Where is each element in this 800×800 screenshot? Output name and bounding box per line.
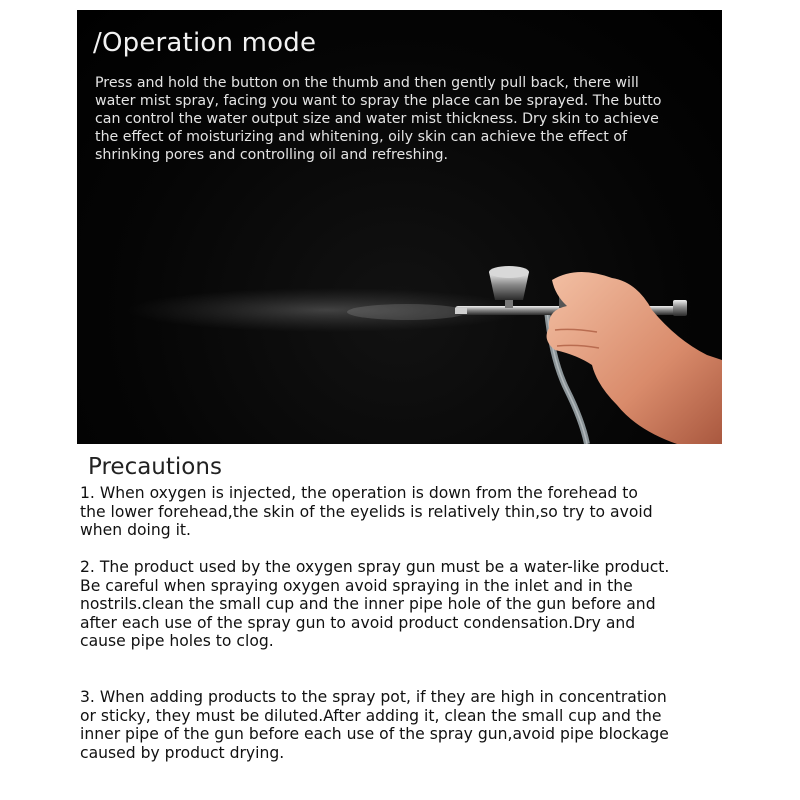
- description-line: shrinking pores and controlling oil and refreshing.: [95, 147, 449, 163]
- precaution-item-1: [80, 484, 705, 540]
- precaution-line: or sticky, they must be diluted.After adding it, clean the small cup and the: [80, 706, 662, 725]
- precaution-line: cause pipe holes to clog.: [80, 632, 274, 650]
- operation-mode-title: /Operation mode: [93, 28, 317, 58]
- precaution-line: after each use of the spray gun to avoid product condensation.Dry and: [80, 613, 636, 632]
- precaution-line: Be careful when spraying oxygen avoid spraying in the inlet and in the: [80, 576, 633, 595]
- description-line: the effect of moisturizing and whitening, oily skin can achieve the effect of: [95, 129, 628, 145]
- operation-mode-description: [95, 74, 693, 164]
- precautions-title: Precautions: [88, 454, 222, 480]
- precaution-line: the lower forehead,the skin of the eyelids is relatively thin,so try to avoid: [80, 502, 653, 521]
- description-line: water mist spray, facing you want to spray the place can be sprayed. The butto: [95, 93, 662, 109]
- description-line: can control the water output size and water mist thickness. Dry skin to achieve: [95, 111, 659, 127]
- precaution-item-3: [80, 688, 705, 762]
- precaution-line: 1. When oxygen is injected, the operation is down from the forehead to: [80, 484, 638, 502]
- precaution-line: when doing it.: [80, 521, 191, 539]
- hand: [547, 272, 722, 444]
- operation-mode-banner: [77, 10, 722, 444]
- precaution-line: 3. When adding products to the spray pot, if they are high in concentration: [80, 688, 667, 706]
- precaution-line: 2. The product used by the oxygen spray gun must be a water-like product.: [80, 558, 670, 576]
- precaution-line: caused by product drying.: [80, 743, 285, 762]
- precaution-line: nostrils.clean the small cup and the inner pipe hole of the gun before and: [80, 595, 656, 613]
- precaution-line: inner pipe of the gun before each use of the spray gun,avoid pipe blockage: [80, 725, 669, 743]
- precaution-item-2: [80, 558, 705, 651]
- description-line: Press and hold the button on the thumb and then gently pull back, there will: [95, 75, 639, 91]
